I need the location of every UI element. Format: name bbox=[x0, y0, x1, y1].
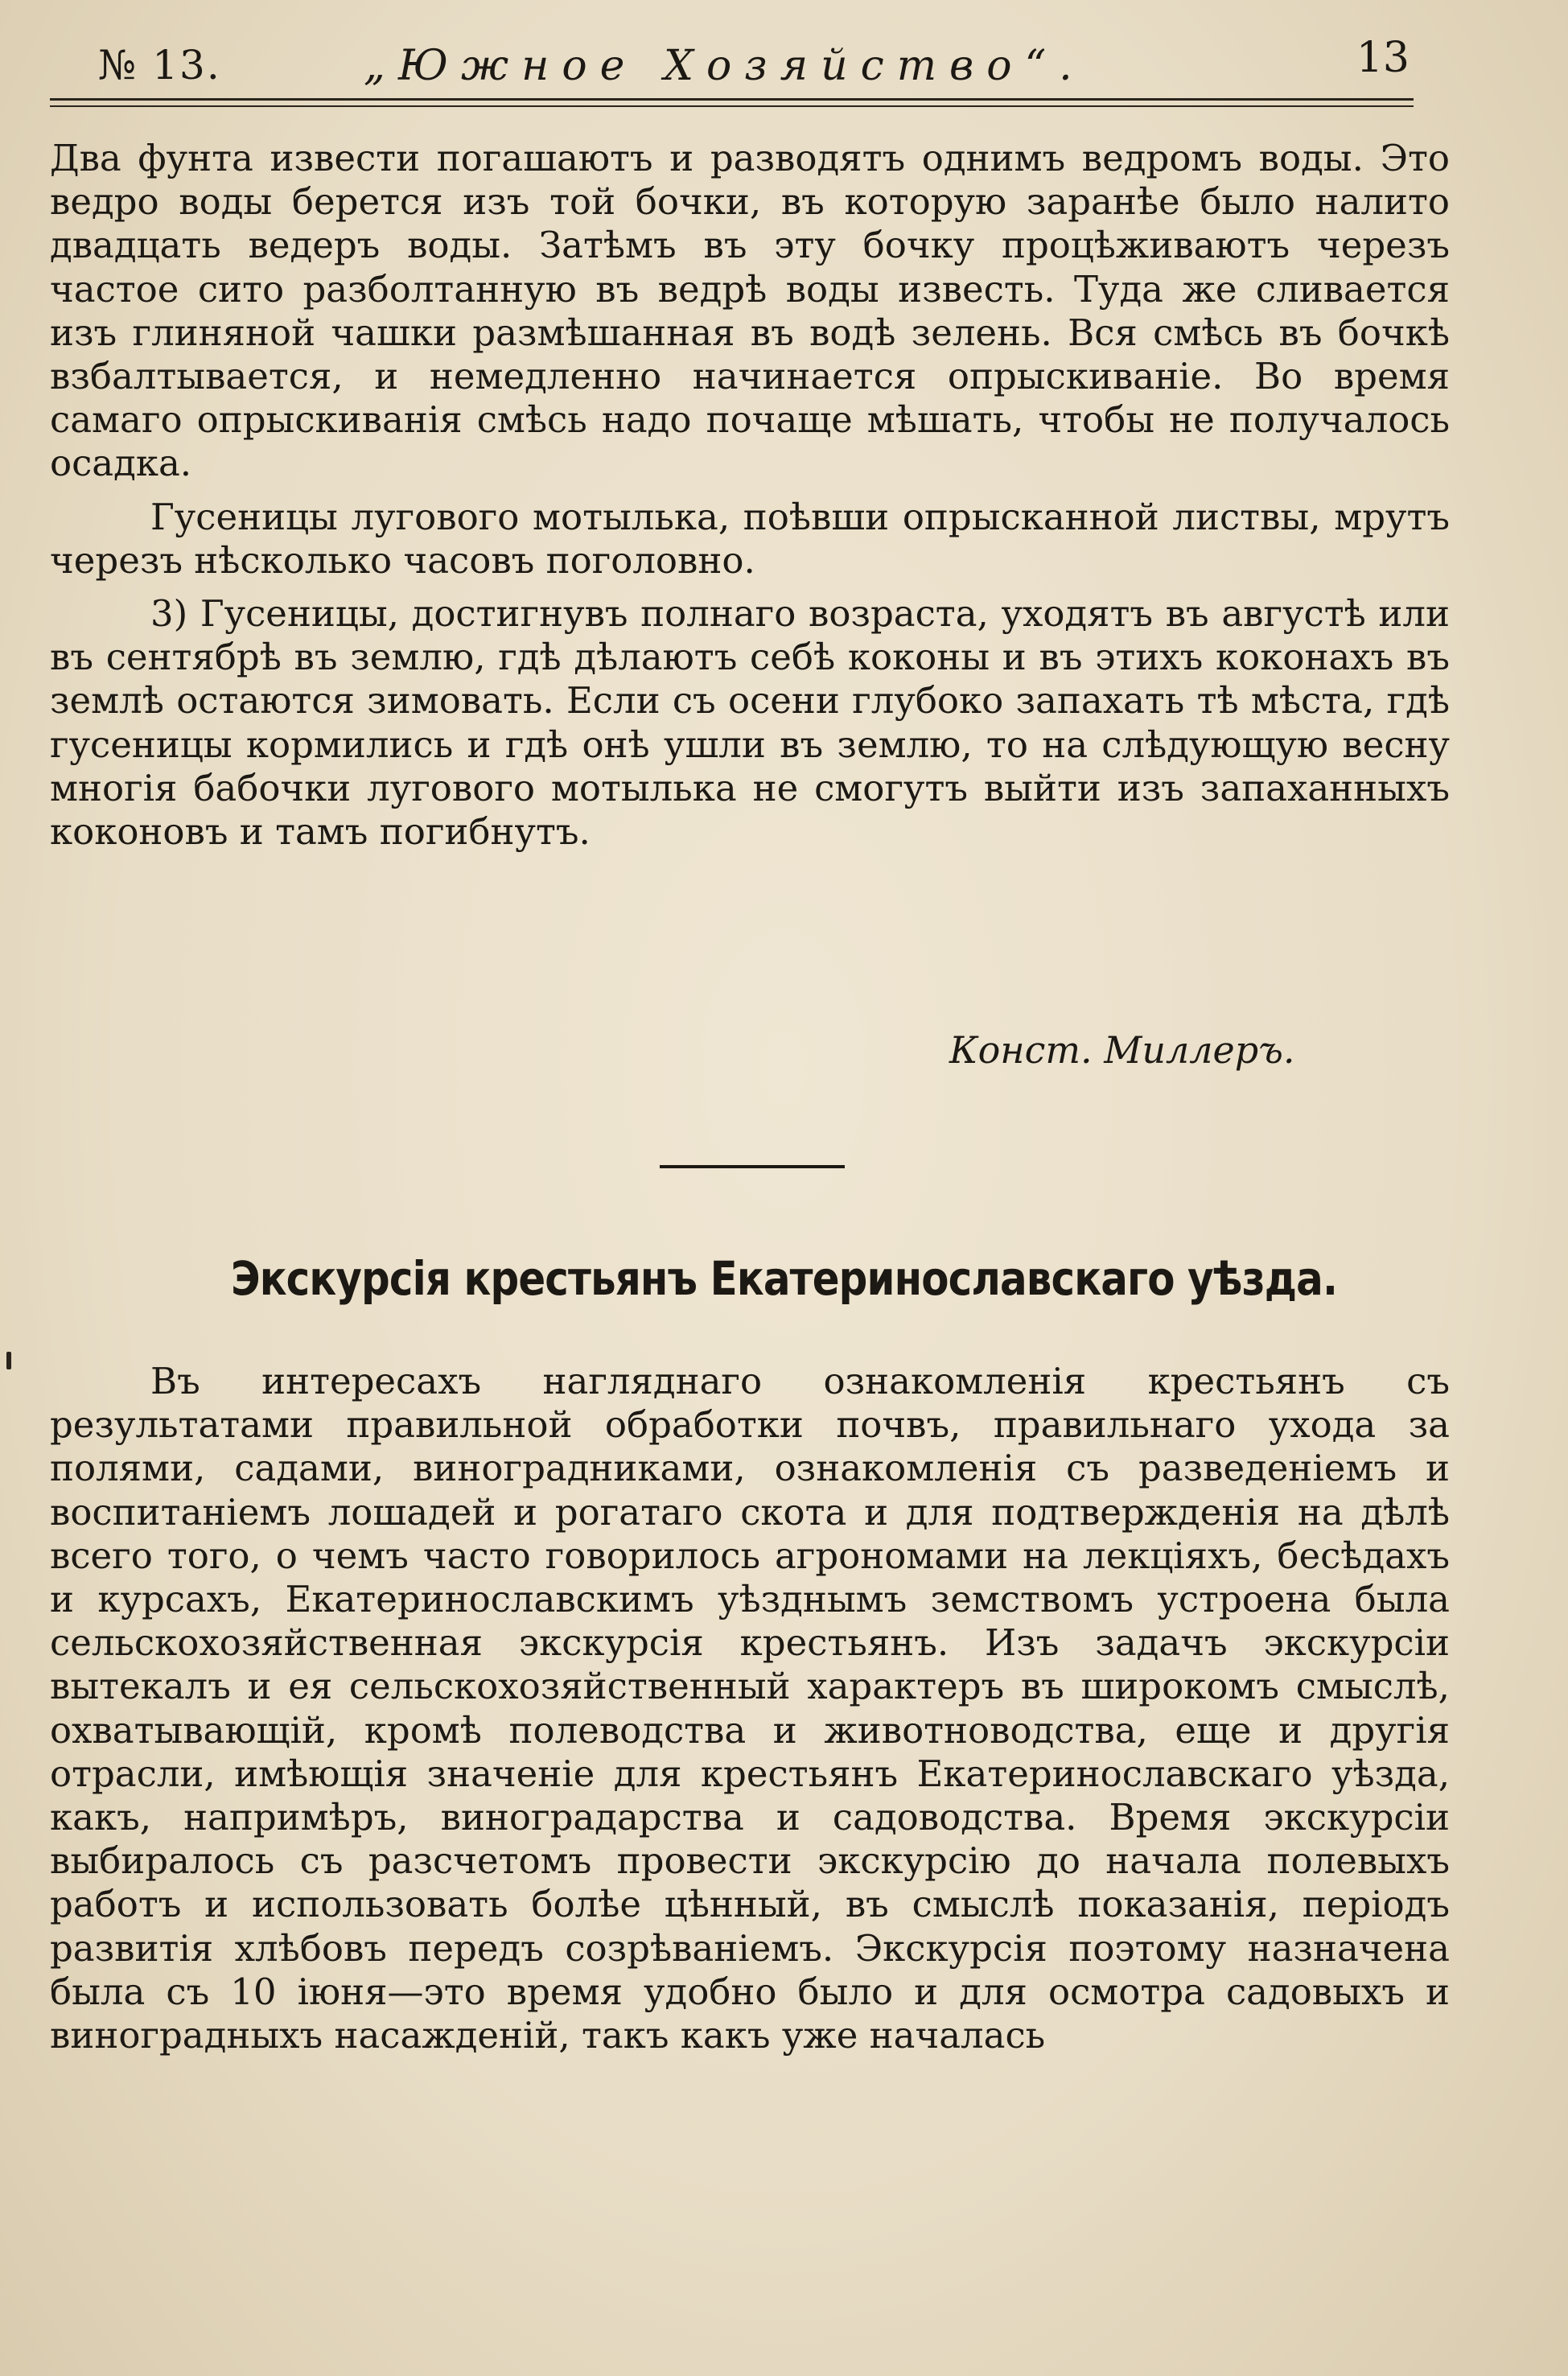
journal-title: „Южное Хозяйство“. bbox=[364, 42, 1085, 90]
header-rule bbox=[50, 98, 1414, 107]
margin-mark bbox=[6, 1352, 11, 1369]
running-header bbox=[50, 31, 1410, 103]
issue-number: № 13. bbox=[98, 42, 221, 89]
next-article-body bbox=[50, 1360, 1450, 2057]
section-heading: Экскурсія крестьянъ Екатеринославскаго уѣзда. bbox=[230, 1251, 1338, 1306]
paragraph: Два фунта извести погашаютъ и разводятъ однимъ ведромъ воды. Это ведро воды берется изъ той бочки, въ которую заранѣе было налито двадцать ведеръ воды. Затѣмъ въ эту бочку процѣживаютъ черезъ частое сито разболтанную въ ведрѣ воды известь. Туда же сливается изъ глиняной чашки размѣшанная въ водѣ зелень. Вся смѣсь въ бочкѣ взбалтывается, и немедленно начинается опрыскиваніе. Во время самаго опрыскиванія смѣсь надо почаще мѣшать, чтобы не получалось осадка. bbox=[50, 137, 1450, 485]
paragraph: Гусеницы лугового мотылька, поѣвши опрысканной листвы, мрутъ черезъ нѣсколько часовъ поголовно. bbox=[50, 495, 1450, 582]
section-divider bbox=[660, 1165, 845, 1168]
paragraph: 3) Гусеницы, достигнувъ полнаго возраста, уходятъ въ августѣ или въ сентябрѣ въ землю, гдѣ дѣлаютъ себѣ коконы и въ этихъ коконахъ въ землѣ остаются зимовать. Если съ осени глубоко запахать тѣ мѣста, гдѣ гусеницы кормились и гдѣ онѣ ушли въ землю, то на слѣдующую весну многія бабочки лугового мотылька не смогутъ выйти изъ запаханныхъ коконовъ и тамъ погибнутъ. bbox=[50, 592, 1450, 854]
paragraph: Въ интересахъ нагляднаго ознакомленія крестьянъ съ результатами правильной обработки почвъ, правильнаго ухода за полями, садами, виноградниками, ознакомленія съ разведеніемъ и воспитаніемъ лошадей и рогатаго скота и для подтвержденія на дѣлѣ всего того, о чемъ часто говорилось агрономами на лекціяхъ, бесѣдахъ и курсахъ, Екатеринославскимъ уѣзднымъ земствомъ устроена была сельскохозяйственная экскурсія крестьянъ. Изъ задачъ экскурсіи вытекалъ и ея сельскохозяйственный характеръ въ широкомъ смыслѣ, охватывающій, кромѣ полеводства и животноводства, еще и другія отрасли, имѣющія значеніе для крестьянъ Екатеринославскаго уѣзда, какъ, напримѣръ, виноградарства и садоводства. Время экскурсіи выбиралось съ разсчетомъ провести экскурсію до начала полевыхъ работъ и использовать болѣе цѣнный, въ смыслѣ показанія, періодъ развитія хлѣбовъ передъ созрѣваніемъ. Экскурсія поэтому назначена была съ 10 іюня—это время удобно было и для осмотра садовыхъ и виноградныхъ насажденій, такъ какъ уже началась bbox=[50, 1360, 1450, 2057]
article-end-body bbox=[50, 137, 1450, 854]
page-number: 13 bbox=[1356, 34, 1410, 82]
author-signature: Конст. Миллеръ. bbox=[949, 1028, 1295, 1072]
